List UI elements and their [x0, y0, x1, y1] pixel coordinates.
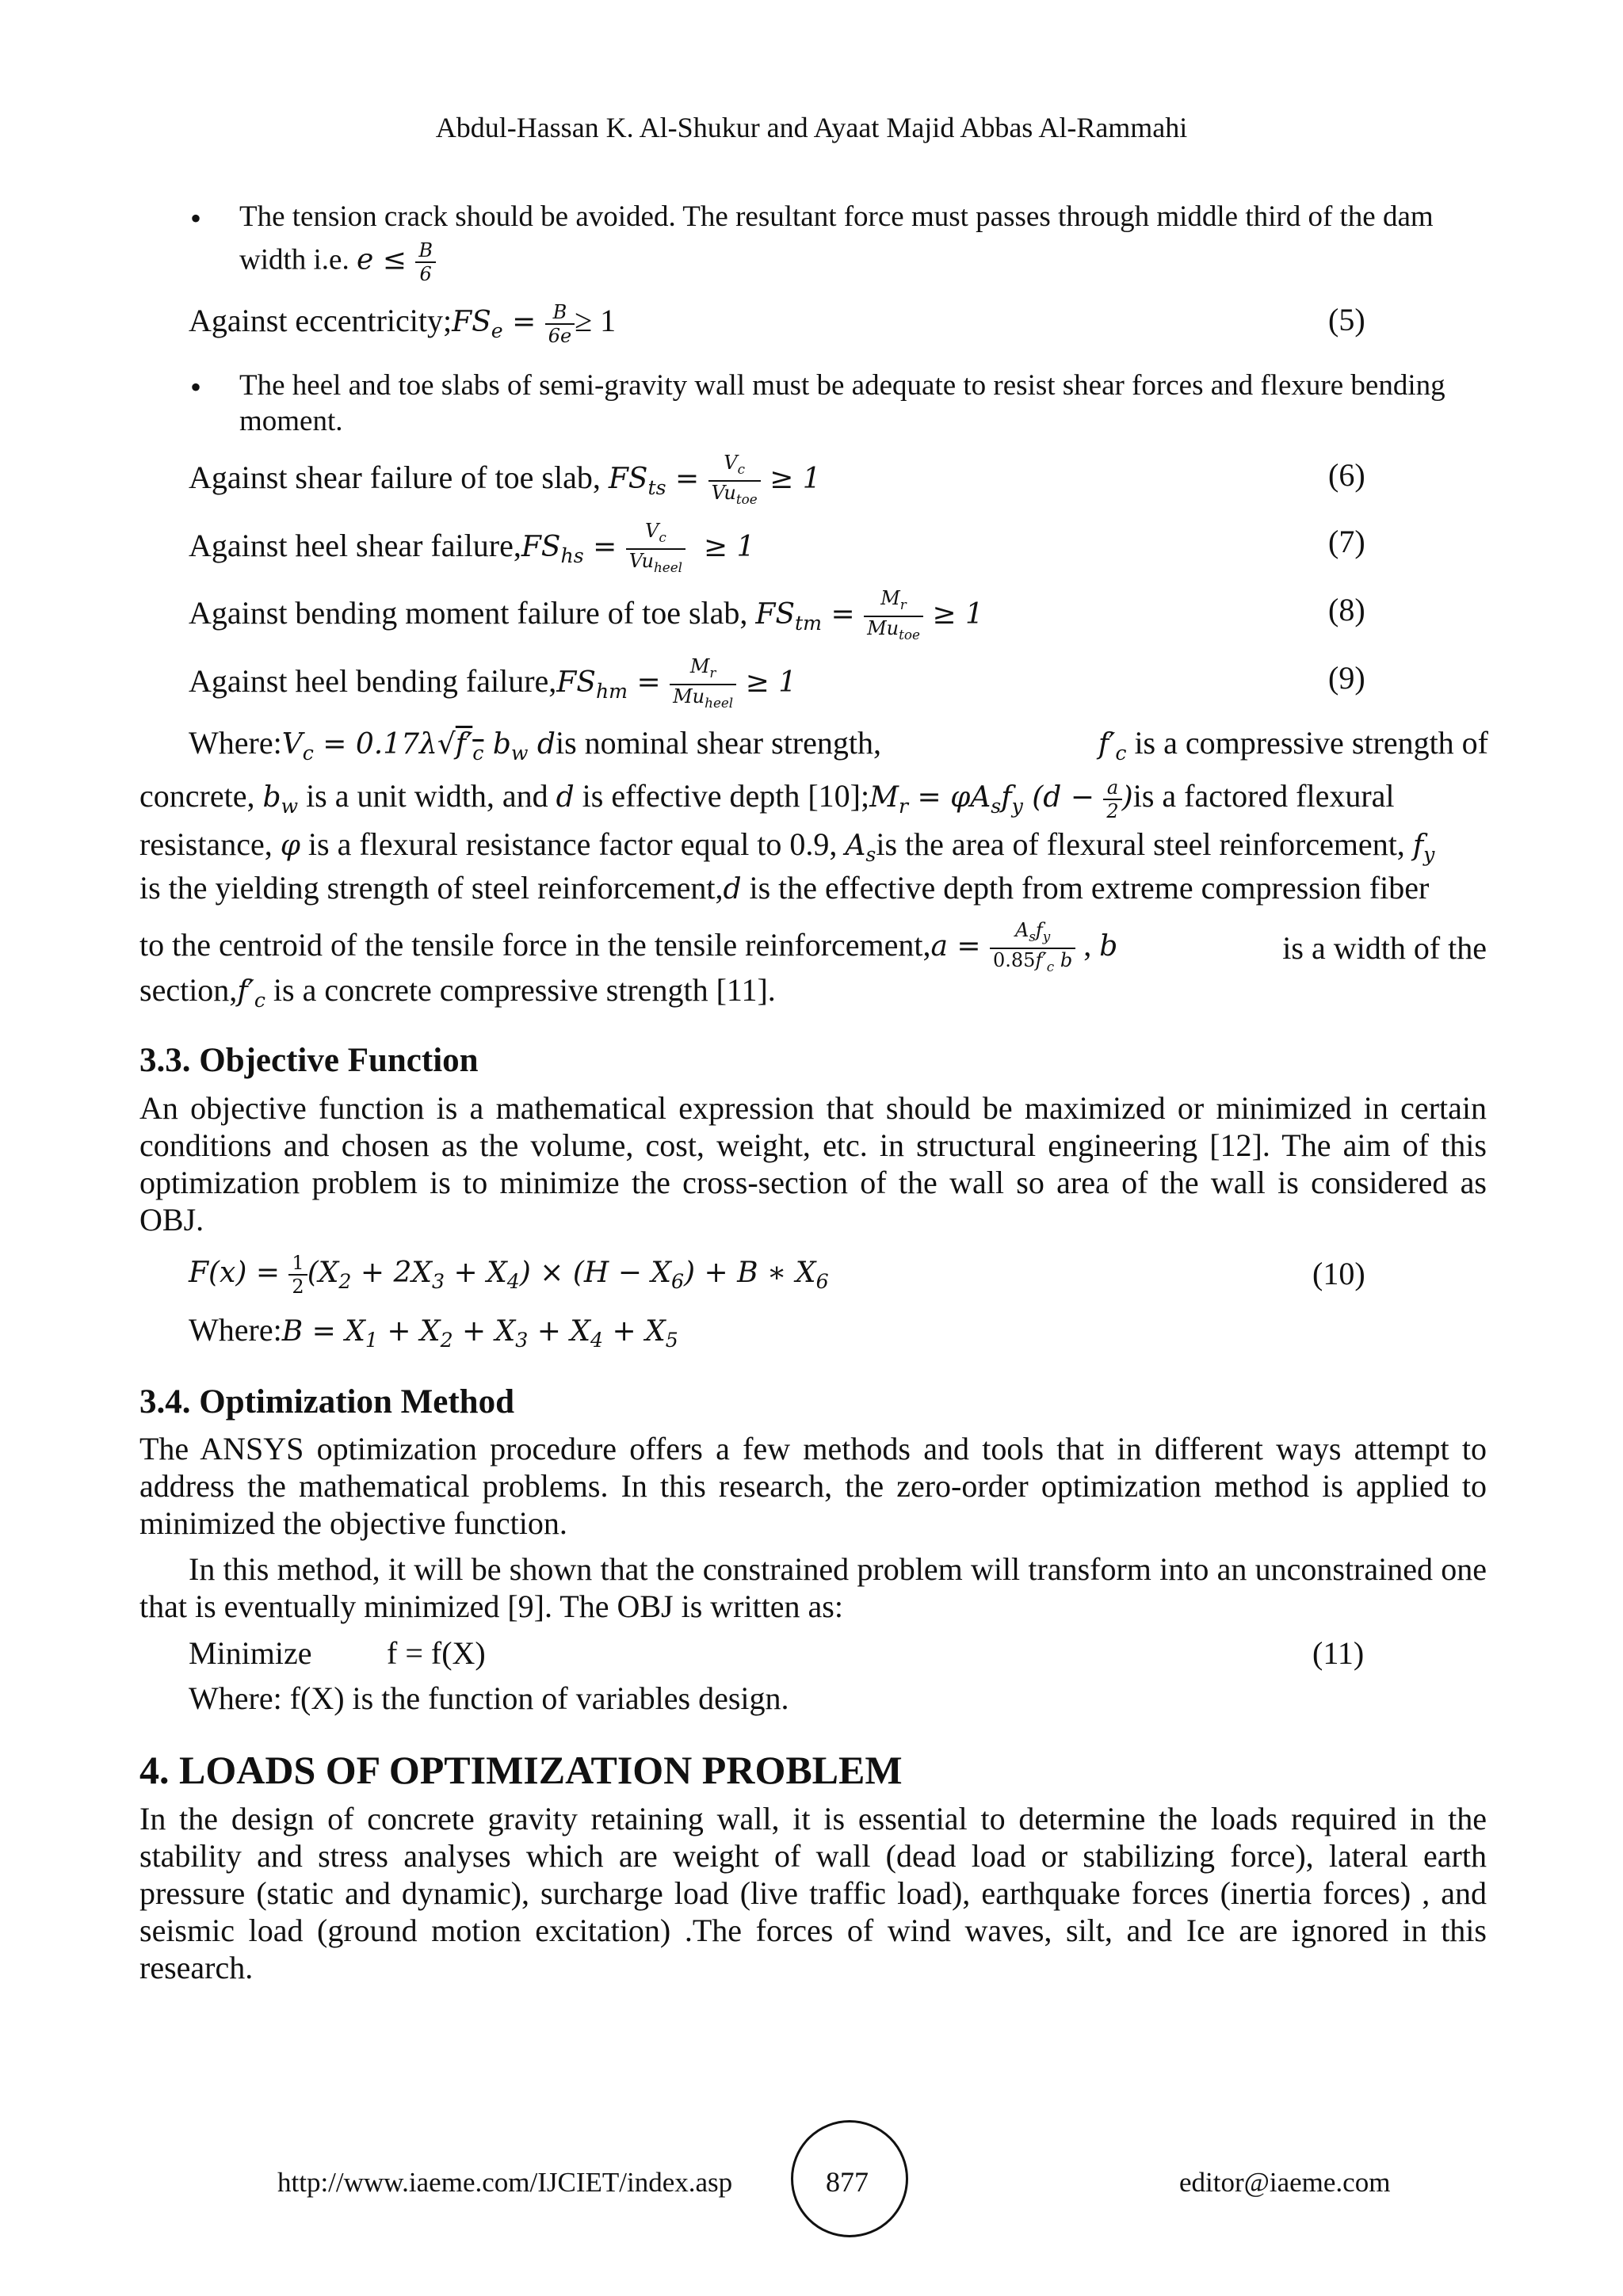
math-inline: ≥ 1 — [760, 462, 821, 495]
bullet-2-line-2: moment. — [239, 405, 343, 437]
where-line-5: to the centroid of the tensile force in the tensile reinforcement,a = $\frac{A_sf_y}{0.85f'_c b}$ , b is a width of the — [139, 919, 1487, 974]
footer-email-link[interactable]: editor@iaeme.com — [1179, 2167, 1391, 2198]
equation-number: (8) — [1328, 592, 1365, 627]
bullet-1-line-1: The tension crack should be avoided. The resultant force must passes through middle third of the dam — [239, 200, 1434, 233]
equation-5 — [189, 301, 616, 347]
math-inline: $FS_{tm}$ = — [755, 597, 865, 635]
math-inline: $FS_{hm}$ = — [556, 666, 670, 704]
math-inline: ≥ 1 — [575, 303, 617, 339]
equation-label: Against bending moment failure of toe slab, — [189, 594, 748, 631]
math-inline: $FS_{ts}$ = — [608, 462, 708, 500]
equation-11: Minimize f = f(X) — [189, 1635, 486, 1671]
math-inline: ≥ 1 — [685, 530, 755, 563]
page-number: 877 — [826, 2166, 869, 2198]
equation-number: (7) — [1328, 524, 1365, 559]
section-title-3-3: 3.3. Objective Function — [139, 1042, 479, 1079]
section-4-paragraph: In the design of concrete gravity retaining wall, it is essential to determine the loads required in the stability and stress analyses which are weight of wall (dead load or stabilizing force), lateral earth pressure (static and dynamic), surcharge load (live traffic load), earthquake forces (inertia forces) , and seismic load (ground motion excitation) .The forces of wind waves, silt, and Ice are ignored in this research. — [139, 1801, 1487, 1985]
bullet-2-line-1: The heel and toe slabs of semi-gravity wall must be adequate to resist shear forces and flexure bending — [239, 369, 1445, 402]
equation-label: Against heel shear failure, — [189, 527, 521, 563]
where-line-6: $section,f'_c$ is a concrete compressive strength [11]. — [139, 972, 776, 1013]
equation-7 — [189, 520, 754, 578]
fraction: $\frac{V_c}{Vu_{heel}}$ — [626, 520, 685, 578]
section-3-4-paragraph-1: The ANSYS optimization procedure offers a few methods and tools that in different ways attempt to address the mathematical problems. In this research, the zero-order optimization method is applied to minimized the objective function. — [139, 1431, 1487, 1541]
fraction: $\frac{M_r}{Mu_{toe}}$ — [864, 587, 923, 646]
equation-11-where: Where: f(X) is the function of variables design. — [189, 1680, 789, 1716]
equation-label: Against shear failure of toe slab, — [189, 459, 601, 495]
math-inline: $FS_{hs}$ = — [521, 530, 626, 568]
section-3-4-paragraph-2: In this method, it will be shown that the constrained problem will transform into an unconstrained one that is eventually minimized [9]. The OBJ is written as: — [139, 1551, 1487, 1624]
equation-number: (11) — [1312, 1635, 1365, 1671]
where-line-2: concrete, $b_w$ is a unit width, and d is effective depth $[10];M_r = \varphi A_sf_y$ (d − $\frac{a}{2}$ )is a factored flexural — [139, 776, 1395, 822]
fraction: $\frac{V_c}{Vu_{toe}}$ — [708, 452, 761, 510]
equation-label: Against heel bending failure, — [189, 662, 557, 699]
equation-label: Against eccentricity; — [189, 303, 453, 339]
equation-number: (10) — [1312, 1256, 1365, 1291]
math-inline: ≥ 1 — [922, 597, 983, 631]
equation-number: (6) — [1328, 457, 1365, 493]
fraction: $\frac{B}{6}$ — [415, 239, 436, 285]
bullet-dot: • — [190, 369, 202, 405]
equation-10: F(x) = $\frac{1}{2}$ $(X_2 + 2X_3 + X_4) \times (H - X_6) + B$ ∗ $X_6$ — [189, 1252, 829, 1298]
bullet-1-text: width i.e. — [239, 243, 349, 277]
fraction: $\frac{M_r}{Mu_{heel}}$ — [670, 655, 736, 714]
math-inline: e ≤ — [356, 243, 416, 277]
section-title-3-4: 3.4. Optimization Method — [139, 1383, 514, 1421]
section-title-4: 4. LOADS OF OPTIMIZATION PROBLEM — [139, 1748, 903, 1792]
math-inline: ≥ 1 — [736, 666, 797, 699]
footer-url-link[interactable]: http://www.iaeme.com/IJCIET/index.asp — [277, 2167, 733, 2198]
bullet-1-line-2 — [239, 239, 436, 285]
running-header: Abdul-Hassan K. Al-Shukur and Ayaat Majid Abbas Al-Rammahi — [435, 112, 1188, 143]
equation-8 — [189, 587, 983, 646]
where-line-4: is the yielding strength of steel reinforcement,d is the effective depth from extreme compression fiber — [139, 870, 1430, 906]
where-line-3: resistance, φ is a flexural resistance factor equal to 0.9, $A_sis$ the area of flexural steel reinforcement, $f_y$ — [139, 826, 1435, 867]
equation-number: (9) — [1328, 660, 1365, 696]
equation-9 — [189, 655, 796, 714]
bullet-dot: • — [190, 200, 202, 236]
equation-10-where: Where:B = $X_1 + X_2 + X_3 + X_4 + X_5$ — [189, 1312, 678, 1352]
equation-number: (5) — [1328, 302, 1365, 338]
fraction: $\frac{B}{6e}$ — [545, 301, 575, 347]
equation-6 — [189, 452, 821, 510]
section-3-3-paragraph: An objective function is a mathematical expression that should be maximized or minimized in certain conditions and chosen as the volume, cost, weight, etc. in structural engineering [12]. The aim of this optimization problem is to minimize the cross-section of the wall so area of the wall is considered as OBJ. — [139, 1090, 1487, 1238]
math-inline: $FS_e$ = — [452, 306, 545, 343]
where-line-1: $Where:V_c = 0.17\lambda√f'_c$ $b_w$ dis nominal shear strength, $f'_c$ is a compressive strength of — [189, 725, 1488, 765]
